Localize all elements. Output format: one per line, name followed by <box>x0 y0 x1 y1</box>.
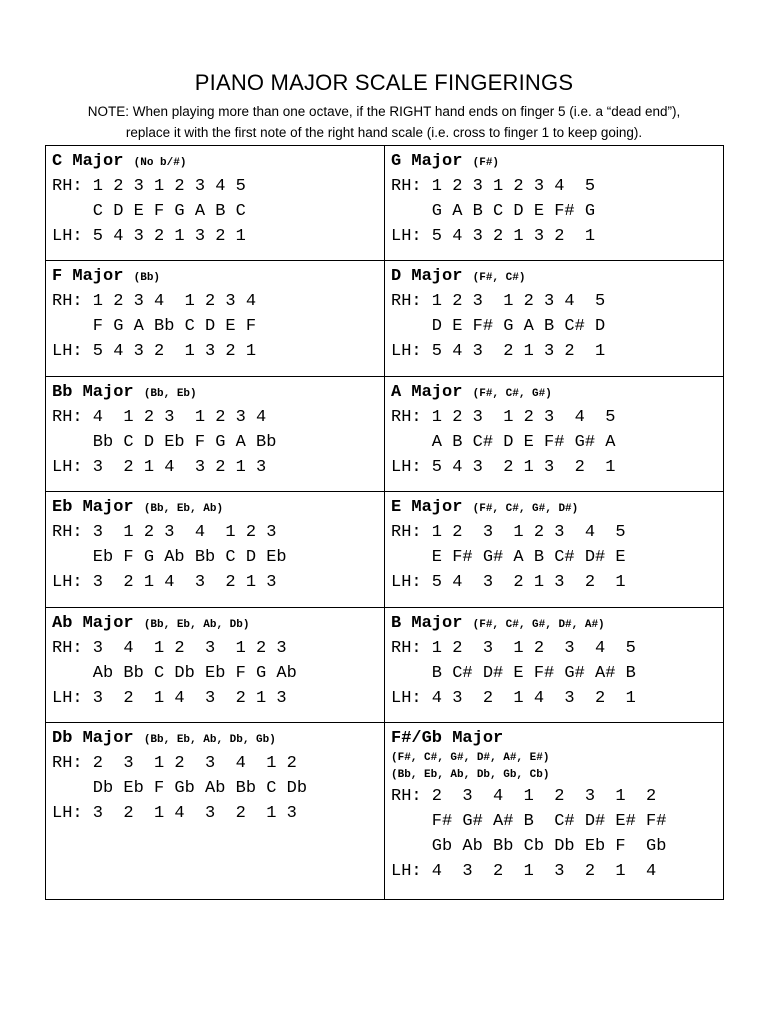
rh-fingering: RH: 1 2 3 1 2 3 4 5 <box>52 177 246 196</box>
scale-name: Ab Major <box>52 614 134 633</box>
scale-cell-eb-major <box>46 492 385 608</box>
scale-name: A Major <box>391 383 463 402</box>
scale-notes: A B C# D E F# G# A <box>391 433 616 452</box>
scale-name: Bb Major <box>52 383 134 402</box>
scale-notes-flats: Gb Ab Bb Cb Db Eb F Gb <box>391 837 667 856</box>
rh-fingering: RH: 1 2 3 1 2 3 4 5 <box>391 523 626 542</box>
scale-name: E Major <box>391 498 463 517</box>
lh-fingering: LH: 3 2 1 4 3 2 1 3 <box>52 458 267 477</box>
scale-name: C Major <box>52 152 124 171</box>
scale-header <box>52 151 384 174</box>
lh-fingering: LH: 3 2 1 4 3 2 1 3 <box>52 689 287 708</box>
scale-name: F#/Gb Major <box>391 729 504 748</box>
scale-cell-ab-major <box>46 608 385 723</box>
scale-notes: F G A Bb C D E F <box>52 317 257 336</box>
lh-fingering: LH: 5 4 3 2 1 3 2 1 <box>391 342 606 361</box>
scale-accidentals: (F#, C#) <box>472 272 526 284</box>
scale-name: F Major <box>52 267 124 286</box>
scale-cell-db-major <box>46 723 385 900</box>
scale-notes: C D E F G A B C <box>52 202 246 221</box>
scale-name: G Major <box>391 152 463 171</box>
rh-fingering: RH: 4 1 2 3 1 2 3 4 <box>52 408 267 427</box>
lh-fingering: LH: 3 2 1 4 3 2 1 3 <box>52 804 297 823</box>
note-line-1: NOTE: When playing more than one octave, if the RIGHT hand ends on finger 5 (i.e. a “dead end”), <box>87 104 681 119</box>
scale-notes: D E F# G A B C# D <box>391 317 606 336</box>
scale-accidentals: (Bb, Eb) <box>143 388 197 400</box>
rh-fingering: RH: 1 2 3 1 2 3 4 5 <box>391 177 596 196</box>
scale-accidentals: (F#) <box>472 157 500 169</box>
scale-notes: Ab Bb C Db Eb F G Ab <box>52 664 297 683</box>
scale-header <box>52 613 384 636</box>
scale-cell-g-major <box>385 146 724 261</box>
scale-accidentals: (F#, C#, G#) <box>472 388 552 400</box>
scale-header <box>52 266 384 289</box>
lh-fingering: LH: 4 3 2 1 4 3 2 1 <box>391 689 636 708</box>
scale-cell-f-major <box>46 261 385 377</box>
scale-cell-a-major <box>385 377 724 492</box>
scale-accidentals: (Bb) <box>133 272 161 284</box>
rh-fingering: RH: 1 2 3 4 1 2 3 4 <box>52 292 257 311</box>
scale-notes-sharps: F# G# A# B C# D# E# F# <box>391 812 667 831</box>
scale-notes: E F# G# A B C# D# E <box>391 548 626 567</box>
scale-notes: Db Eb F Gb Ab Bb C Db <box>52 779 308 798</box>
scale-notes: Eb F G Ab Bb C D Eb <box>52 548 287 567</box>
scale-accidentals: (Bb, Eb, Ab, Db) <box>143 619 250 631</box>
lh-fingering: LH: 5 4 3 2 1 3 2 1 <box>391 227 596 246</box>
rh-fingering: RH: 1 2 3 1 2 3 4 5 <box>391 408 616 427</box>
lh-fingering: LH: 5 4 3 2 1 3 2 1 <box>52 227 246 246</box>
scale-name: Db Major <box>52 729 134 748</box>
lh-fingering: LH: 5 4 3 2 1 3 2 1 <box>391 458 616 477</box>
scale-cell-b-major <box>385 608 724 723</box>
rh-fingering: RH: 1 2 3 1 2 3 4 5 <box>391 639 636 658</box>
page-title: PIANO MAJOR SCALE FINGERINGS <box>194 70 574 95</box>
scale-header <box>391 151 723 174</box>
lh-fingering: LH: 5 4 3 2 1 3 2 1 <box>52 342 257 361</box>
scale-cell-bb-major <box>46 377 385 492</box>
scale-cell-d-major <box>385 261 724 377</box>
scale-accidentals-sharps: (F#, C#, G#, D#, A#, E#) <box>391 752 550 764</box>
scale-header <box>52 497 384 520</box>
scale-header <box>391 382 723 405</box>
scale-name: Eb Major <box>52 498 134 517</box>
scale-name: B Major <box>391 614 463 633</box>
scale-header <box>52 382 384 405</box>
scale-notes: B C# D# E F# G# A# B <box>391 664 636 683</box>
scale-name: D Major <box>391 267 463 286</box>
scale-notes: Bb C D Eb F G A Bb <box>52 433 277 452</box>
scale-table <box>45 145 724 900</box>
scale-cell-fsharp-gb-major <box>385 723 724 900</box>
scale-header <box>391 497 723 520</box>
scale-notes: G A B C D E F# G <box>391 202 596 221</box>
rh-fingering: RH: 3 4 1 2 3 1 2 3 <box>52 639 287 658</box>
scale-accidentals: (No b/#) <box>133 157 187 169</box>
scale-accidentals: (Bb, Eb, Ab) <box>143 503 224 515</box>
rh-fingering: RH: 2 3 1 2 3 4 1 2 <box>52 754 297 773</box>
rh-fingering: RH: 2 3 4 1 2 3 1 2 <box>391 787 657 806</box>
scale-accidentals: (Bb, Eb, Ab, Db, Gb) <box>143 734 276 746</box>
scale-header <box>52 728 384 751</box>
note-line-2: replace it with the first note of the right hand scale (i.e. cross to finger 1 to keep going). <box>125 125 643 140</box>
lh-fingering: LH: 3 2 1 4 3 2 1 3 <box>52 573 277 592</box>
scale-accidentals-flats: (Bb, Eb, Ab, Db, Gb, Cb) <box>391 769 550 781</box>
scale-cell-e-major <box>385 492 724 608</box>
rh-fingering: RH: 1 2 3 1 2 3 4 5 <box>391 292 606 311</box>
lh-fingering: LH: 4 3 2 1 3 2 1 4 <box>391 862 657 881</box>
rh-fingering: RH: 3 1 2 3 4 1 2 3 <box>52 523 277 542</box>
lh-fingering: LH: 5 4 3 2 1 3 2 1 <box>391 573 626 592</box>
scale-accidentals: (F#, C#, G#, D#) <box>472 503 579 515</box>
note-text <box>0 101 768 143</box>
scale-header <box>391 613 723 636</box>
scale-accidentals: (F#, C#, G#, D#, A#) <box>472 619 605 631</box>
scale-header <box>391 266 723 289</box>
scale-cell-c-major <box>46 146 385 261</box>
